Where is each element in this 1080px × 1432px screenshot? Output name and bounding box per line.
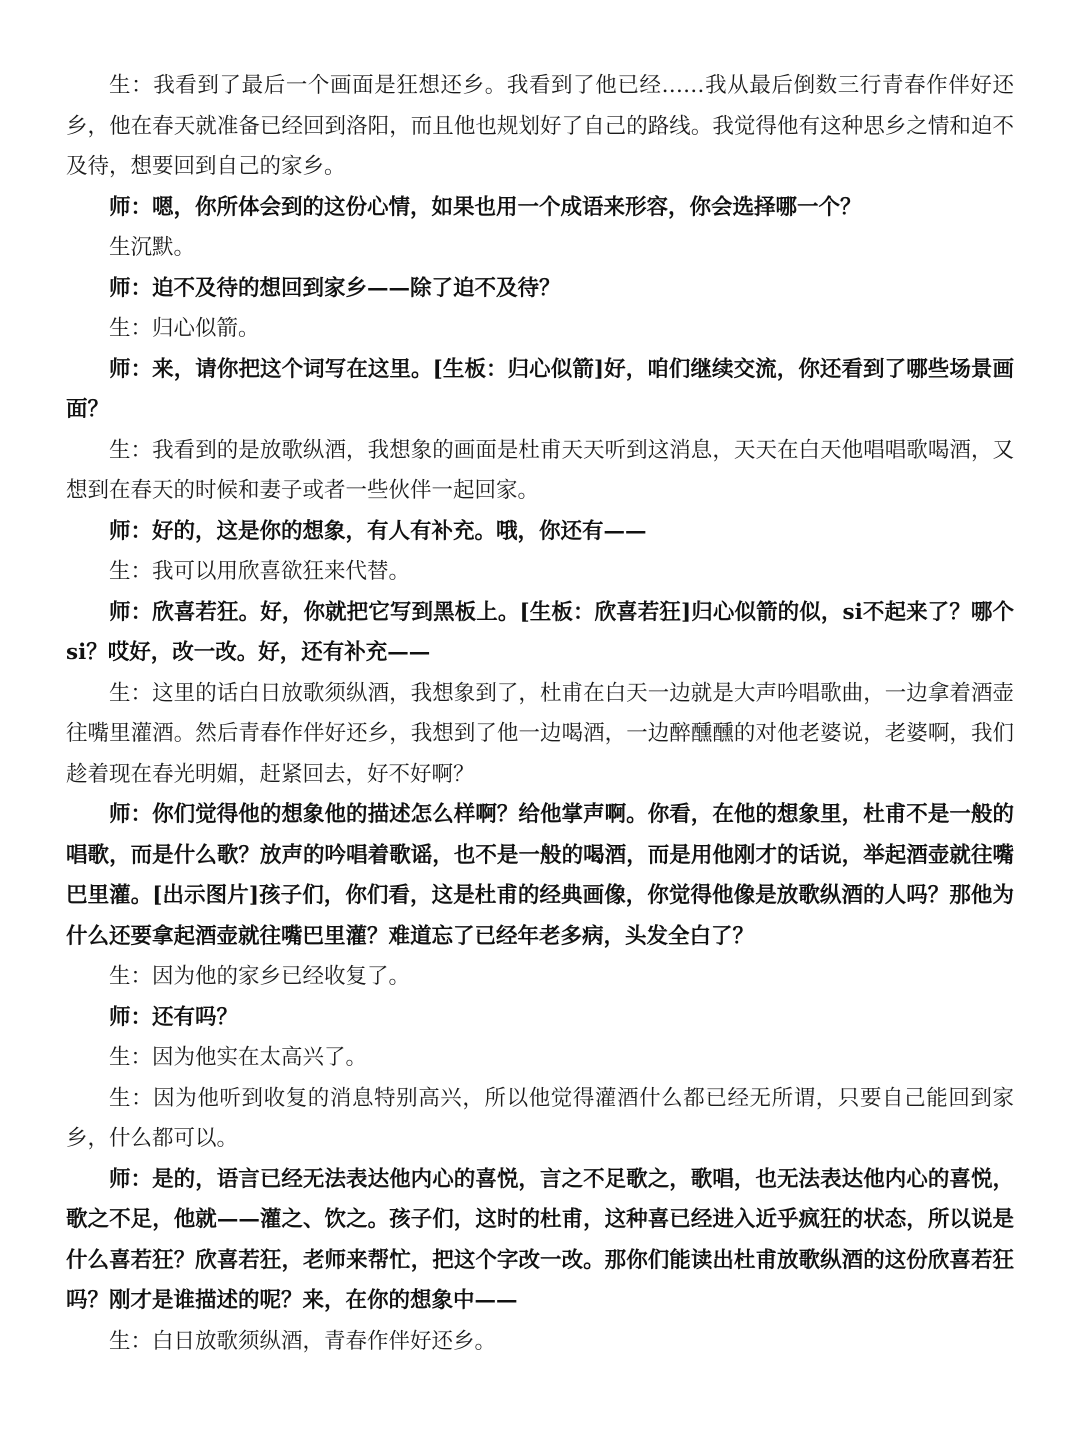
teacher-line: 师：来，请你把这个词写在这里。[生板：归心似箭]好，咱们继续交流，你还看到了哪些场景画面？ <box>66 356 1014 422</box>
student-line: 生：我看到的是放歌纵酒，我想象的画面是杜甫天天听到这消息，天天在白天他唱唱歌喝酒，又想到在春天的时候和妻子或者一些伙伴一起回家。 <box>66 437 1014 503</box>
teacher-line: 师：欣喜若狂。好，你就把它写到黑板上。[生板：欣喜若狂]归心似箭的似，si不起来了？哪个si？哎好，改一改。好，还有补充—— <box>66 599 1014 665</box>
student-line: 生：因为他实在太高兴了。 <box>109 1045 368 1070</box>
student-line: 生：这里的话白日放歌须纵酒，我想象到了，杜甫在白天一边就是大声吟唱歌曲，一边拿着酒壶往嘴里灌酒。然后青春作伴好还乡，我想到了他一边喝酒，一边醉醺醺的对他老婆说，老婆啊，我们趁着现在春光明媚，赶紧回去，好不好啊？ <box>66 680 1014 787</box>
teacher-line: 师：嗯，你所体会到的这份心情，如果也用一个成语来形容，你会选择哪一个？ <box>109 194 862 220</box>
teacher-line: 师：还有吗？ <box>109 1004 239 1030</box>
teacher-line: 师：好的，这是你的想象，有人有补充。哦，你还有—— <box>109 518 647 544</box>
student-line: 生：我看到了最后一个画面是狂想还乡。我看到了他已经……我从最后倒数三行青春作伴好还乡，他在春天就准备已经回到洛阳，而且他也规划好了自己的路线。我觉得他有这种思乡之情和迫不及待，想要回到自己的家乡。 <box>66 73 1014 179</box>
student-line: 生：白日放歌须纵酒，青春作伴好还乡。 <box>109 1328 497 1354</box>
student-line: 生：因为他听到收复的消息特别高兴，所以他觉得灌酒什么都已经无所谓，只要自己能回到家乡，什么都可以。 <box>66 1085 1014 1151</box>
transcript-page <box>66 66 1014 1362</box>
teacher-line: 师：是的，语言已经无法表达他内心的喜悦，言之不足歌之，歌唱，也无法表达他内心的喜悦，歌之不足，他就——灌之、饮之。孩子们，这时的杜甫，这种喜已经进入近乎疯狂的状态，所以说是什么喜若狂？欣喜若狂，老师来帮忙，把这个字改一改。那你们能读出杜甫放歌纵酒的这份欣喜若狂吗？刚才是谁描述的呢？来，在你的想象中—— <box>66 1166 1014 1313</box>
student-line: 生：归心似箭。 <box>109 316 260 341</box>
teacher-line: 师：迫不及待的想回到家乡——除了迫不及待？ <box>109 275 561 301</box>
student-line: 生沉默。 <box>109 235 196 260</box>
student-line: 生：因为他的家乡已经收复了。 <box>109 964 411 989</box>
teacher-line: 师：你们觉得他的想象他的描述怎么样啊？给他掌声啊。你看，在他的想象里，杜甫不是一般的唱歌，而是什么歌？放声的吟唱着歌谣，也不是一般的喝酒，而是用他刚才的话说，举起酒壶就往嘴巴里灌。[出示图片]孩子们，你们看，这是杜甫的经典画像，你觉得他像是放歌纵酒的人吗？那他为什么还要拿起酒壶就往嘴巴里灌？难道忘了已经年老多病，头发全白了？ <box>66 802 1014 949</box>
student-line: 生：我可以用欣喜欲狂来代替。 <box>109 559 411 584</box>
